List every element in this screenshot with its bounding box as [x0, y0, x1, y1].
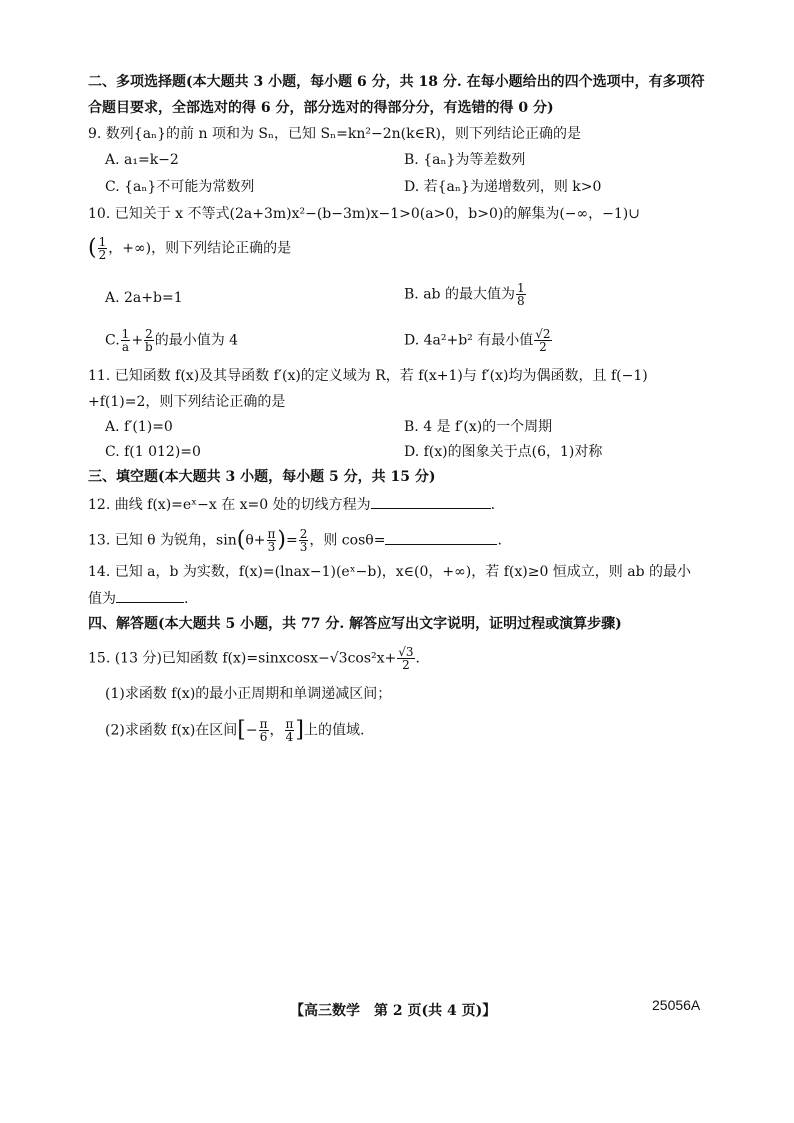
q10-option-b-num: 1: [516, 281, 525, 295]
q13: [88, 528, 502, 553]
q15-lower-bound: [259, 718, 269, 743]
q12-text: 12. 曲线 f(x)=eˣ−x 在 x=0 处的切线方程为: [88, 497, 371, 513]
q10-option-c-frac1: [121, 328, 131, 353]
q10-c-f2-den: b: [145, 340, 153, 354]
q15-stem-end: .: [415, 650, 420, 667]
q10-option-d-num: √2: [535, 327, 551, 341]
q10-half-fraction: [98, 236, 108, 261]
q14-line2-text: 值为: [88, 591, 116, 607]
q13-pi-den: 3: [267, 540, 276, 554]
q15-part2: [105, 718, 364, 743]
q15-lower-num: π: [259, 717, 268, 731]
q15-upper-den: 4: [285, 730, 294, 744]
q11-option-d: D. f(x)的图象关于点(6，1)对称: [404, 444, 603, 460]
q12-end: .: [490, 497, 496, 513]
q10-open-paren: (: [88, 235, 97, 261]
q9-option-a: A. a₁=k−2: [105, 152, 179, 168]
q10-half-num: 1: [98, 235, 107, 249]
q11-option-b: B. 4 是 f′(x)的一个周期: [404, 419, 553, 435]
q10-c-f2-num: 2: [145, 327, 153, 341]
q15-part1: (1)求函数 f(x)的最小正周期和单调递减区间；: [105, 686, 392, 702]
q10-stem-rest: ，+∞)，则下列结论正确的是: [108, 240, 292, 257]
q10-option-c-text: 的最小值为 4: [154, 332, 239, 349]
q15-open-bracket: [: [237, 717, 246, 743]
q9-stem: 9. 数列{aₙ}的前 n 项和为 Sₙ，已知 Sₙ=kn²−2n(k∈R)，则下列结论正确的是: [88, 126, 581, 142]
q14-answer-blank[interactable]: [116, 588, 184, 603]
q12-answer-blank[interactable]: [371, 494, 491, 509]
q15-part2-text-pre: (2)求函数 f(x)在区间: [105, 722, 238, 739]
q11-stem-line1: 11. 已知函数 f(x)及其导函数 f′(x)的定义域为 R，若 f(x+1)与 f′(x)均为偶函数，且 f(−1): [88, 368, 648, 384]
q10-half-den: 2: [98, 248, 107, 262]
q15-lower-den: 6: [259, 730, 268, 744]
q13-val-den: 3: [299, 540, 308, 554]
q9-option-d: D. 若{aₙ}为递增数列，则 k>0: [404, 179, 602, 195]
q11-option-c: C. f(1 012)=0: [105, 444, 201, 460]
q10-option-b-den: 8: [516, 294, 525, 308]
q13-answer-blank[interactable]: [385, 530, 497, 545]
q13-value-fraction: [299, 528, 309, 553]
q10-c-f1-den: a: [121, 340, 130, 354]
q10-option-c-frac2: [144, 328, 154, 353]
q13-text-post: ，则 cosθ=: [309, 532, 386, 549]
q10-option-d-fraction: [534, 328, 551, 353]
q10-stem-line1: 10. 已知关于 x 不等式(2a+3m)x²−(b−3m)x−1>0(a>0，b>0)的解集为(−∞，−1)∪: [88, 206, 641, 222]
q11-stem-line2: +f(1)=2，则下列结论正确的是: [88, 394, 286, 410]
exam-code: 25056A: [652, 997, 701, 1013]
q13-open-paren: (: [236, 527, 246, 553]
q15-upper-bound: [285, 718, 295, 743]
q10-option-d: [404, 328, 553, 353]
q13-equals: =: [285, 532, 298, 549]
q10-option-c: [105, 328, 238, 353]
q13-close-paren: ): [277, 527, 286, 553]
q10-stem-line2: [88, 236, 291, 261]
section2-heading-line2: 合题目要求，全部选对的得 6 分，部分选对的得部分分，有选错的得 0 分): [88, 100, 554, 116]
q10-option-d-text: D. 4a²+b² 有最小值: [404, 332, 534, 349]
q15-frac-den: 2: [402, 658, 410, 672]
q14-line1: 14. 已知 a，b 为实数，f(x)=(lnax−1)(eˣ−b)，x∈(0，+∞)，若 f(x)≥0 恒成立，则 ab 的最小: [88, 564, 692, 580]
q13-end: .: [497, 532, 502, 549]
q15-frac-num: √3: [398, 645, 414, 659]
q15-close-bracket: ]: [295, 717, 304, 743]
q13-text-pre: 13. 已知 θ 为锐角，sin: [88, 532, 237, 549]
q10-option-c-plus: +: [131, 332, 144, 349]
page-footer: 【高三数学 第 2 页(共 4 页)】: [290, 1003, 497, 1019]
q13-pi-num: π: [267, 527, 276, 541]
section4-heading: 四、解答题(本大题共 5 小题，共 77 分. 解答应写出文字说明，证明过程或演算步骤): [88, 616, 622, 632]
q11-option-a: A. f′(1)=0: [105, 419, 173, 435]
q15-upper-num: π: [285, 717, 294, 731]
q15-stem-text: 15. (13 分)已知函数 f(x)=sinxcosx−√3cos²x+: [88, 650, 397, 667]
q14-end: .: [184, 591, 189, 607]
q10-option-d-den: 2: [539, 340, 547, 354]
q10-option-b: [404, 282, 527, 307]
q10-c-f1-num: 1: [121, 327, 130, 341]
q15-part2-text-post: 上的值域.: [304, 722, 365, 739]
q15-stem: [88, 646, 420, 671]
q12: [88, 494, 495, 515]
q14-line2: [88, 588, 188, 609]
q9-option-b: B. {aₙ}为等差数列: [404, 152, 526, 168]
q9-option-c: C. {aₙ}不可能为常数列: [105, 179, 255, 195]
q10-option-c-label: C.: [105, 332, 120, 349]
section3-heading: 三、填空题(本大题共 3 小题，每小题 5 分，共 15 分): [88, 469, 436, 485]
q10-option-b-text: B. ab 的最大值为: [404, 286, 515, 303]
q15-stem-fraction: [397, 646, 414, 671]
q13-pi-over-3: [267, 528, 277, 553]
q10-option-b-fraction: [516, 282, 526, 307]
q15-comma: ，: [269, 722, 284, 739]
q15-minus-sign: −: [245, 722, 258, 739]
q10-option-a: A. 2a+b=1: [105, 290, 183, 306]
section2-heading-line1: 二、多项选择题(本大题共 3 小题，每小题 6 分，共 18 分. 在每小题给出的四个选项中，有多项符: [88, 74, 705, 90]
q13-val-num: 2: [299, 527, 308, 541]
q13-theta-plus: θ+: [245, 532, 266, 549]
